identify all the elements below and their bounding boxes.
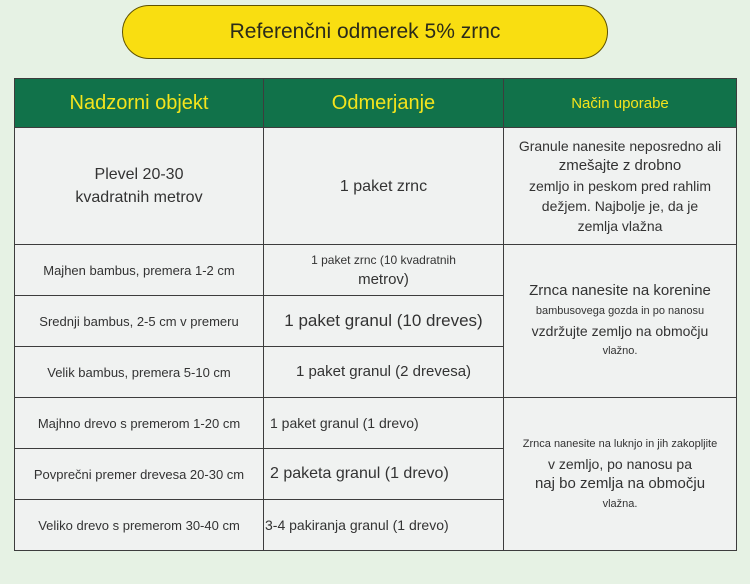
usage-line: vzdržujte zemljo na območju xyxy=(531,323,709,339)
dosage-cell: 2 paketa granul (1 drevo) xyxy=(264,449,504,500)
object-cell: Majhno drevo s premerom 1-20 cm xyxy=(15,398,264,449)
object-cell: Veliko drevo s premerom 30-40 cm xyxy=(15,500,264,551)
dosage-table xyxy=(14,78,737,551)
object-cell: Velik bambus, premera 5-10 cm xyxy=(15,347,264,398)
object-line: kvadratnih metrov xyxy=(75,189,203,206)
object-cell xyxy=(15,128,264,245)
usage-cell-weeds xyxy=(504,128,737,245)
table-row xyxy=(15,245,737,296)
dosage-cell xyxy=(264,245,504,296)
dosage-cell: 1 paket granul (1 drevo) xyxy=(264,398,504,449)
header-usage: Način uporabe xyxy=(504,79,737,128)
usage-line: zemlja vlažna xyxy=(577,218,663,234)
title-banner xyxy=(122,5,608,59)
dosage-cell: 1 paket zrnc xyxy=(264,128,504,245)
dosage-line: 1 paket zrnc (10 kvadratnih xyxy=(311,253,456,267)
usage-cell-trees xyxy=(504,398,737,551)
object-line: Plevel 20-30 xyxy=(94,166,184,183)
usage-line: bambusovega gozda in po nanosu xyxy=(535,305,705,317)
dosage-cell: 1 paket granul (2 drevesa) xyxy=(264,347,504,398)
usage-line: Granule nanesite neposredno ali xyxy=(518,138,722,154)
object-cell: Povprečni premer drevesa 20-30 cm xyxy=(15,449,264,500)
usage-line: vlažno. xyxy=(602,345,638,357)
dosage-cell: 1 paket granul (10 dreves) xyxy=(264,296,504,347)
table-header-row xyxy=(15,79,737,128)
usage-line: v zemljo, po nanosu pa xyxy=(548,456,692,472)
usage-line: dežjem. Najbolje je, da je xyxy=(541,198,699,214)
object-cell: Srednji bambus, 2-5 cm v premeru xyxy=(15,296,264,347)
dosage-cell: 3-4 pakiranja granul (1 drevo) xyxy=(264,500,504,551)
usage-line: zmešajte z drobno xyxy=(558,157,682,174)
usage-line: naj bo zemlja na območju xyxy=(534,475,706,492)
usage-line: Zrnca nanesite na luknjo in jih zakopljite xyxy=(522,438,718,450)
usage-cell-bamboo xyxy=(504,245,737,398)
dosage-line: metrov) xyxy=(358,271,409,288)
usage-line: zemljo in peskom pred rahlim xyxy=(528,178,712,194)
usage-line: vlažna. xyxy=(602,498,638,510)
object-cell: Majhen bambus, premera 1-2 cm xyxy=(15,245,264,296)
header-object: Nadzorni objekt xyxy=(15,79,264,128)
table-row xyxy=(15,128,737,245)
page-title: Referenčni odmerek 5% zrnc xyxy=(229,20,501,43)
header-dosage: Odmerjanje xyxy=(264,79,504,128)
table-row xyxy=(15,398,737,449)
usage-line: Zrnca nanesite na korenine xyxy=(529,282,711,299)
